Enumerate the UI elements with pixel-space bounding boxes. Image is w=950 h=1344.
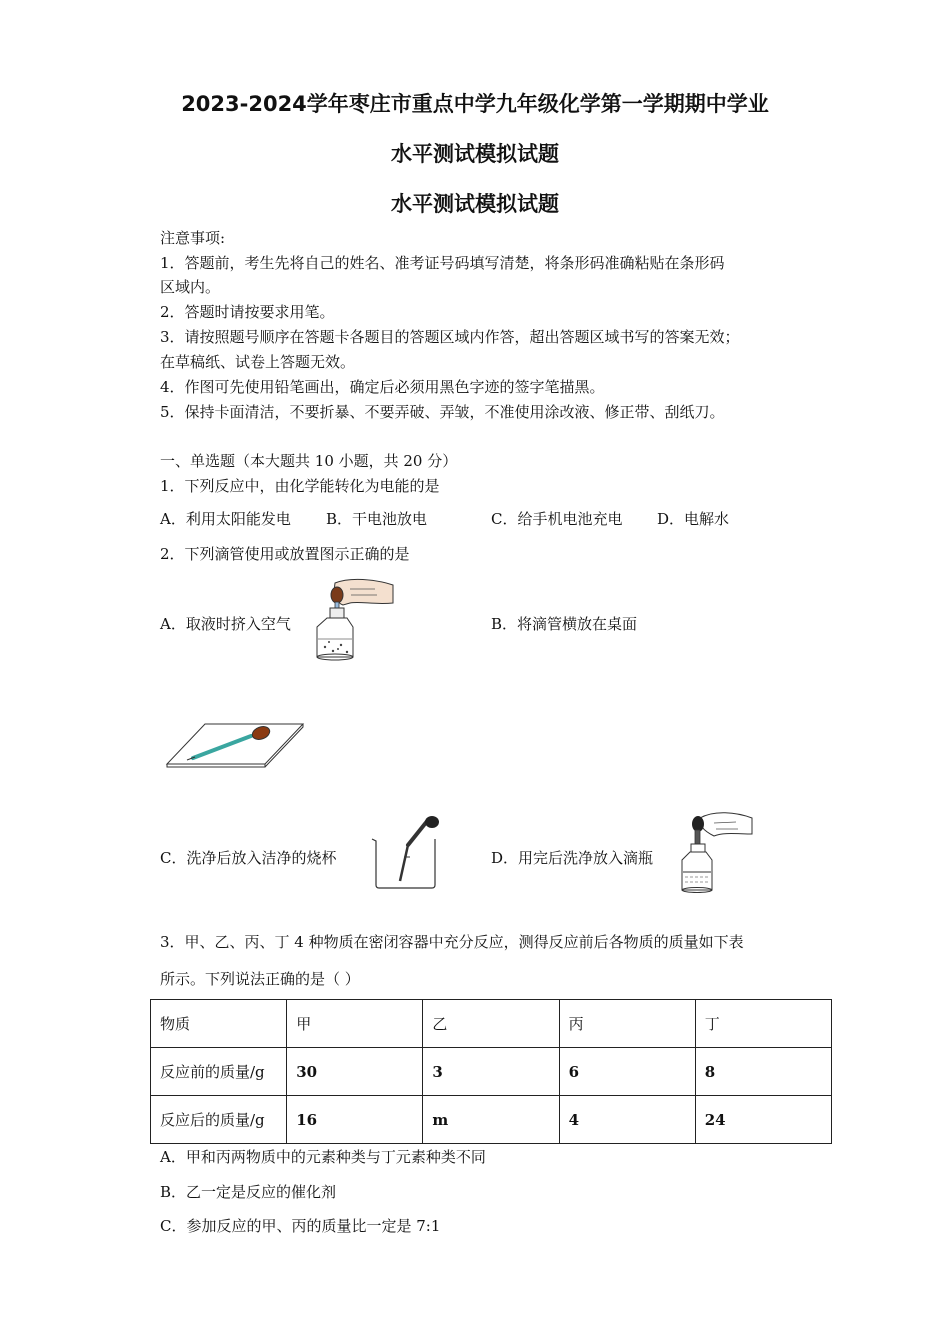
- table-header-cell: 物质: [151, 1000, 287, 1048]
- table-cell: 3: [423, 1048, 559, 1096]
- page-title: 2023-2024学年枣庄市重点中学九年级化学第一学期期中学业: [181, 92, 769, 116]
- table-cell: 8: [695, 1048, 831, 1096]
- notice-item-4: 4．作图可先使用铅笔画出，确定后必须用黑色字迹的签字笔描黑。: [160, 378, 605, 396]
- notice-item-3-cont: 在草稿纸、试卷上答题无效。: [160, 353, 356, 371]
- dropper-on-table-figure: [165, 720, 305, 770]
- table-header-cell: 丁: [695, 1000, 831, 1048]
- table-cell: 4: [559, 1096, 695, 1144]
- q1-stem: 1．下列反应中，由化学能转化为电能的是: [160, 477, 440, 495]
- q1-option-a: A．利用太阳能发电: [160, 510, 291, 528]
- q3-option-b: B．乙一定是反应的催化剂: [160, 1183, 337, 1201]
- q1-option-c: C．给手机电池充电: [491, 510, 623, 528]
- q3-stem-cont: 所示。下列说法正确的是（ ）: [160, 970, 360, 988]
- table-header-cell: 丙: [559, 1000, 695, 1048]
- q2-stem: 2．下列滴管使用或放置图示正确的是: [160, 545, 410, 563]
- page-subtitle: 水平测试模拟试题: [391, 142, 559, 166]
- table-row: [151, 1048, 832, 1096]
- notice-item-2: 2．答题时请按要求用笔。: [160, 303, 335, 321]
- table-row-label: 反应前的质量/g: [151, 1048, 287, 1096]
- q2-option-a: A．取液时挤入空气: [160, 615, 291, 633]
- notice-item-1: 1．答题前，考生先将自己的姓名、准考证号码填写清楚，将条形码准确粘贴在条形码: [160, 254, 725, 272]
- mass-table: [150, 999, 832, 1144]
- notice-item-3: 3．请按照题号顺序在答题卡各题目的答题区域内作答，超出答题区域书写的答案无效；: [160, 328, 740, 346]
- q3-option-c: C．参加反应的甲、丙的质量比一定是 7:1: [160, 1217, 441, 1235]
- table-header-row: [151, 1000, 832, 1048]
- page-subtitle-repeat: 水平测试模拟试题: [391, 192, 559, 216]
- table-cell: 6: [559, 1048, 695, 1096]
- table-row: [151, 1096, 832, 1144]
- dropper-into-bottle-figure: [676, 808, 756, 894]
- notice-item-5: 5．保持卡面清洁，不要折暴、不要弄破、弄皱，不准使用涂改液、修正带、刮纸刀。: [160, 403, 725, 421]
- table-header-cell: 甲: [287, 1000, 423, 1048]
- notice-heading: 注意事项:: [160, 229, 226, 247]
- q2-option-d: D．用完后洗净放入滴瓶: [491, 849, 654, 867]
- table-header-cell: 乙: [423, 1000, 559, 1048]
- q2-option-c: C．洗净后放入洁净的烧杯: [160, 849, 337, 867]
- q2-option-b: B．将滴管横放在桌面: [491, 615, 638, 633]
- table-cell: 24: [695, 1096, 831, 1144]
- dropper-in-beaker-figure: [370, 815, 442, 890]
- section-heading: 一、单选题（本大题共 10 小题，共 20 分）: [160, 452, 458, 470]
- q3-option-a: A．甲和丙两物质中的元素种类与丁元素种类不同: [160, 1148, 486, 1166]
- q1-option-d: D．电解水: [657, 510, 730, 528]
- table-cell: 30: [287, 1048, 423, 1096]
- table-cell: m: [423, 1096, 559, 1144]
- table-cell: 16: [287, 1096, 423, 1144]
- table-row-label: 反应后的质量/g: [151, 1096, 287, 1144]
- notice-item-1-cont: 区域内。: [160, 278, 221, 296]
- dropper-squeeze-figure: [305, 575, 400, 663]
- q1-option-b: B．干电池放电: [326, 510, 428, 528]
- q3-stem: 3．甲、乙、丙、丁 4 种物质在密闭容器中充分反应，测得反应前后各物质的质量如下表: [160, 933, 744, 951]
